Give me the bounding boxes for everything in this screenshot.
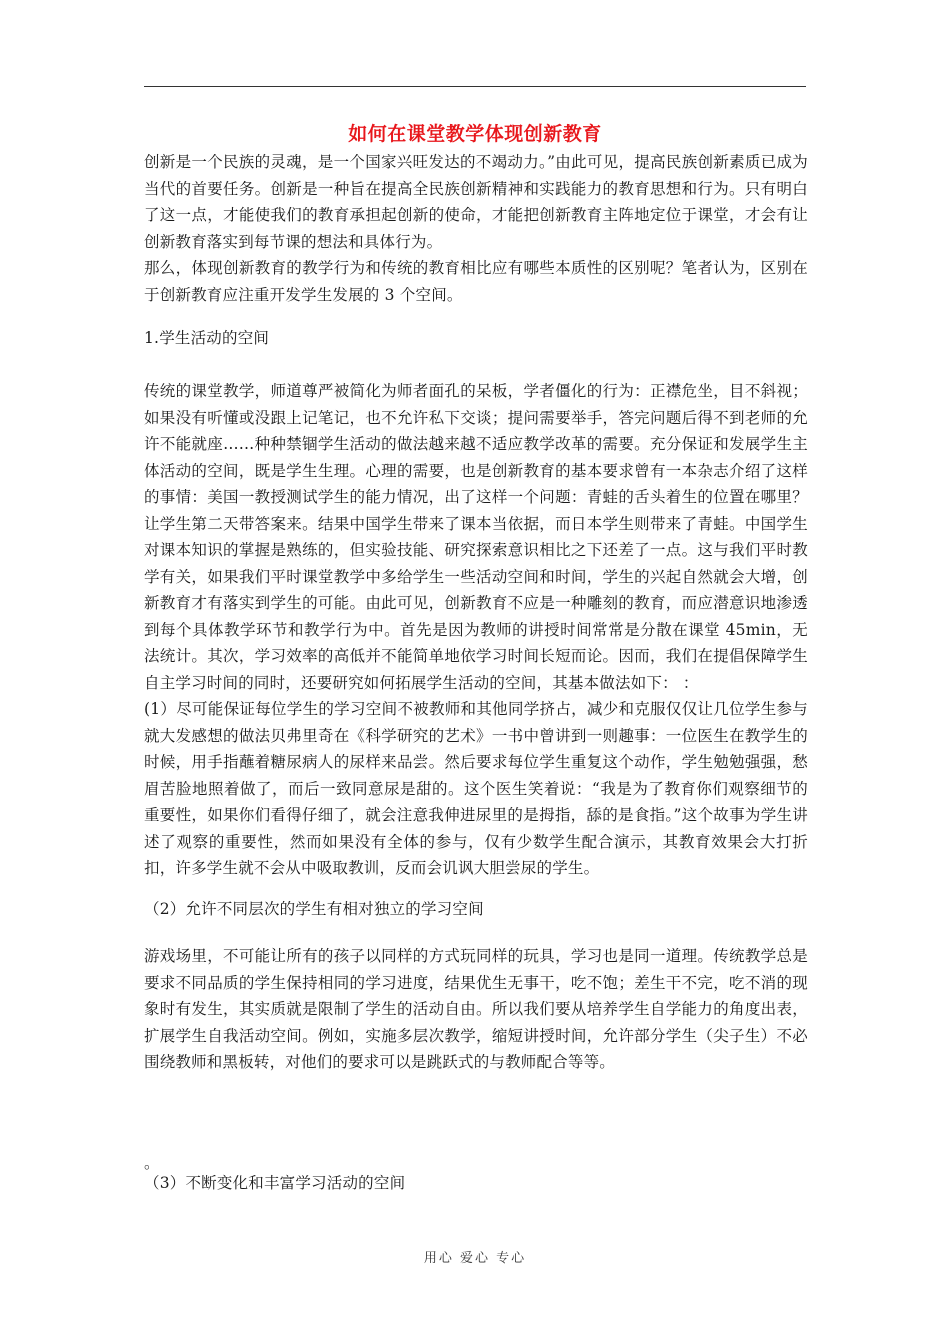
paragraph-question: 那么，体现创新教育的教学行为和传统的教育相比应有哪些本质性的区别呢？笔者认为，区别在于创新教育应注重开发学生发展的 3 个空间。 [144, 259, 808, 304]
header-rule [144, 86, 806, 87]
paragraph-point-1: (1）尽可能保证每位学生的学习空间不被教师和其他同学挤占，减少和克服仅仅让几位学生参与就大发感想的做法贝弗里奇在《科学研究的艺术》一书中曾讲到一则趣事：一位医生在教学生的时候，用手指蘸着糖尿病人的尿样来品尝。然后要求每位学生重复这个动作，学生勉勉强强，愁眉苦脸地照着做了，而后一致同意尿是甜的。这个医生笑着说：“我是为了教育你们观察细节的重要性，如果你们看得仔细了，就会注意我伸进尿里的是拇指，舔的是食指。”这个故事为学生讲述了观察的重要性，然而如果没有全体的参与，仅有少数学生配合演示，其教育效果会大打折扣，许多学生就不会从中吸取教训，反而会讥讽大胆尝尿的学生。 [144, 700, 808, 877]
section-heading-1: 1.学生活动的空间 [144, 329, 270, 347]
page-footer: 用心 爱心 专心 [423, 1251, 527, 1266]
document-title: 如何在课堂教学体现创新教育 [348, 123, 602, 145]
paragraph-intro: 创新是一个民族的灵魂，是一个国家兴旺发达的不竭动力。”由此可见，提高民族创新素质已成为当代的首要任务。创新是一种旨在提高全民族创新精神和实践能力的教育思想和行为。只有明白了这一点，才能使我们的教育承担起创新的使命，才能把创新教育主阵地定位于课堂，才会有让创新教育落实到每节课的想法和具体行为。 [144, 153, 808, 251]
paragraph-section-2: 游戏场里，不可能让所有的孩子以同样的方式玩同样的玩具，学习也是同一道理。传统教学总是要求不同品质的学生保持相同的学习进度，结果优生无事干，吃不饱；差生干不完，吃不消的现象时有发生，其实质就是限制了学生的活动自由。所以我们要从培养学生自学能力的角度出表，扩展学生自我活动空间。例如，实施多层次教学，缩短讲授时间，允许部分学生（尖子生）不必围绕教师和黑板转，对他们的要求可以是跳跃式的与教师配合等等。 [144, 947, 808, 1071]
section-heading-3: （3）不断变化和丰富学习活动的空间 [144, 1174, 406, 1192]
paragraph-section-1: 传统的课堂教学，师道尊严被简化为师者面孔的呆板，学者僵化的行为：正襟危坐，目不斜视；如果没有听懂或没跟上记笔记，也不允许私下交谈；提问需要举手，答完问题后得不到老师的允许不能就座……种种禁锢学生活动的做法越来越不适应教学改革的需要。充分保证和发展学生主体活动的空间，既是学生生理。心理的需要，也是创新教育的基本要求曾有一本杂志介绍了这样的事情：美国一教授测试学生的能力情况，出了这样一个问题：青蛙的舌头着生的位置在哪里？让学生第二天带答案来。结果中国学生带来了课本当依据，而日本学生则带来了青蛙。中国学生对课本知识的掌握是熟练的，但实验技能、研究探索意识相比之下还差了一点。这与我们平时教学有关，如果我们平时课堂教学中多给学生一些活动空间和时间，学生的兴起自然就会大增，创新教育才有落实到学生的可能。由此可见，创新教育不应是一种雕刻的教育，而应潜意识地渗透到每个具体教学环节和教学行为中。首先是因为教师的讲授时间常常是分散在课堂 45min，无法统计。其次，学习效率的高低并不能简单地依学习时间长短而论。因而，我们在提倡保障学生自主学习时间的同时，还要研究如何拓展学生活动的空间，其基本做法如下： ： [144, 382, 808, 692]
section-heading-2: （2）允许不同层次的学生有相对独立的学习空间 [144, 900, 484, 918]
stray-period: 。 [144, 1154, 160, 1172]
